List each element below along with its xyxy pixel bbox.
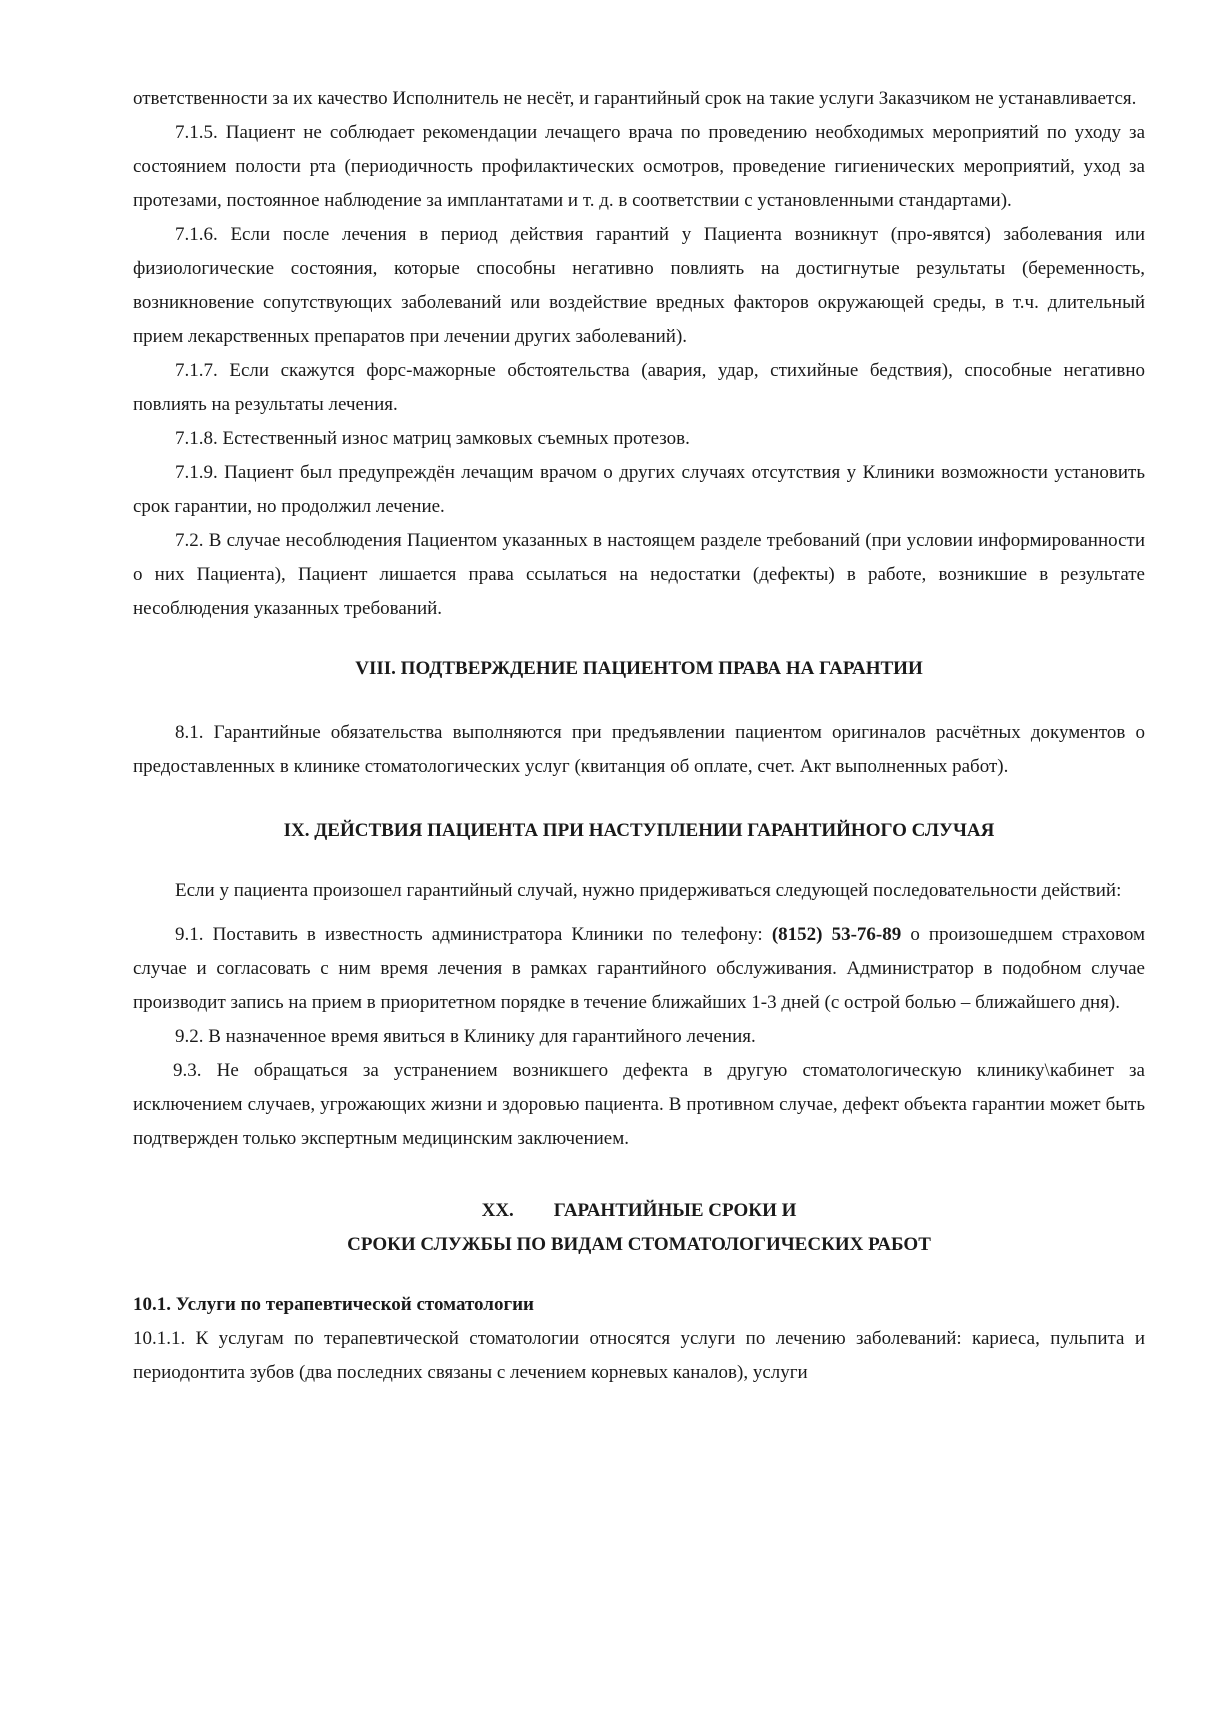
paragraph-9-intro: Если у пациента произошел гарантийный случай, нужно придерживаться следующей последовательности действий: bbox=[175, 880, 1122, 901]
subsection-heading-10-1: 10.1. Услуги по терапевтической стоматологии bbox=[133, 1294, 534, 1315]
paragraph-8-1: 8.1. Гарантийные обязательства выполняются при предъявлении пациентом оригиналов расчётных документов о предоставленных в клинике стоматологических услуг (квитанция об оплате, счет. Акт выполненных работ). bbox=[133, 722, 1145, 777]
section-heading-9: IX. ДЕЙСТВИЯ ПАЦИЕНТА ПРИ НАСТУПЛЕНИИ ГАРАНТИЙНОГО СЛУЧАЯ bbox=[283, 820, 995, 841]
paragraph-7-1-6: 7.1.6. Если после лечения в период действия гарантий у Пациента возникнут (про-явятся) заболевания или физиологические состояния, которые способны негативно повлиять на достигнутые результаты (беременность, возникновение сопутствующих заболеваний или воздействие вредных факторов окружающей среды, в т.ч. длительный прием лекарственных препаратов при лечении других заболеваний). bbox=[133, 224, 1145, 347]
clinic-phone-number: (8152) 53-76-89 bbox=[771, 924, 902, 945]
paragraph-7-1-9: 7.1.9. Пациент был предупреждён лечащим врачом о других случаях отсутствия у Клиники возможности установить срок гарантии, но продолжил лечение. bbox=[133, 462, 1145, 517]
paragraph-9-1 bbox=[133, 918, 1145, 1020]
section-heading-10-line1: ГАРАНТИЙНЫЕ СРОКИ И bbox=[553, 1200, 797, 1221]
paragraph-10-1-1: 10.1.1. К услугам по терапевтической стоматологии относятся услуги по лечению заболеваний: кариеса, пульпита и периодонтита зубов (два последних связаны с лечением корневых каналов), услуги bbox=[133, 1328, 1145, 1383]
paragraph-continuation: ответственности за их качество Исполнитель не несёт, и гарантийный срок на такие услуги Заказчиком не устанавливается. bbox=[133, 88, 1137, 109]
section-heading-10-line2: СРОКИ СЛУЖБЫ ПО ВИДАМ СТОМАТОЛОГИЧЕСКИХ РАБОТ bbox=[347, 1234, 931, 1255]
paragraph-9-3: 9.3. Не обращаться за устранением возникшего дефекта в другую стоматологическую клинику\кабинет за исключением случаев, угрожающих жизни и здоровью пациента. В противном случае, дефект объекта гарантии может быть подтвержден только экспертным медицинским заключением. bbox=[133, 1060, 1145, 1149]
paragraph-7-1-7: 7.1.7. Если скажутся форс-мажорные обстоятельства (авария, удар, стихийные бедствия), способные негативно повлиять на результаты лечения. bbox=[133, 360, 1145, 415]
section-heading-8: VIII. ПОДТВЕРЖДЕНИЕ ПАЦИЕНТОМ ПРАВА НА ГАРАНТИИ bbox=[355, 658, 923, 679]
section-heading-10-number: XX. bbox=[481, 1200, 514, 1221]
paragraph-7-2: 7.2. В случае несоблюдения Пациентом указанных в настоящем разделе требований (при условии информированности о них Пациента), Пациент лишается права ссылаться на недостатки (дефекты) в работе, возникшие в результате несоблюдения указанных требований. bbox=[133, 530, 1145, 619]
document-page bbox=[133, 82, 1145, 1390]
paragraph-7-1-5: 7.1.5. Пациент не соблюдает рекомендации лечащего врача по проведению необходимых мероприятий по уходу за состоянием полости рта (периодичность профилактических осмотров, проведение гигиенических мероприятий, уход за протезами, постоянное наблюдение за имплантатами и т. д. в соответствии с установленными стандартами). bbox=[133, 122, 1145, 211]
paragraph-7-1-8: 7.1.8. Естественный износ матриц замковых съемных протезов. bbox=[175, 428, 690, 449]
paragraph-9-2: 9.2. В назначенное время явиться в Клинику для гарантийного лечения. bbox=[175, 1026, 756, 1047]
section-heading-10 bbox=[133, 1194, 1145, 1228]
paragraph-9-1-start: 9.1. Поставить в известность администратора Клиники по телефону: bbox=[175, 924, 772, 945]
paragraph-9-1-end: о произошедшем страховом случае и согласовать с ним время лечения в рамках гарантийного обслуживания. Администратор в подобном случае производит запись на прием в приоритетном порядке в течение ближайших 1-3 дней (с острой болью – ближайшего дня). bbox=[133, 924, 1145, 1013]
